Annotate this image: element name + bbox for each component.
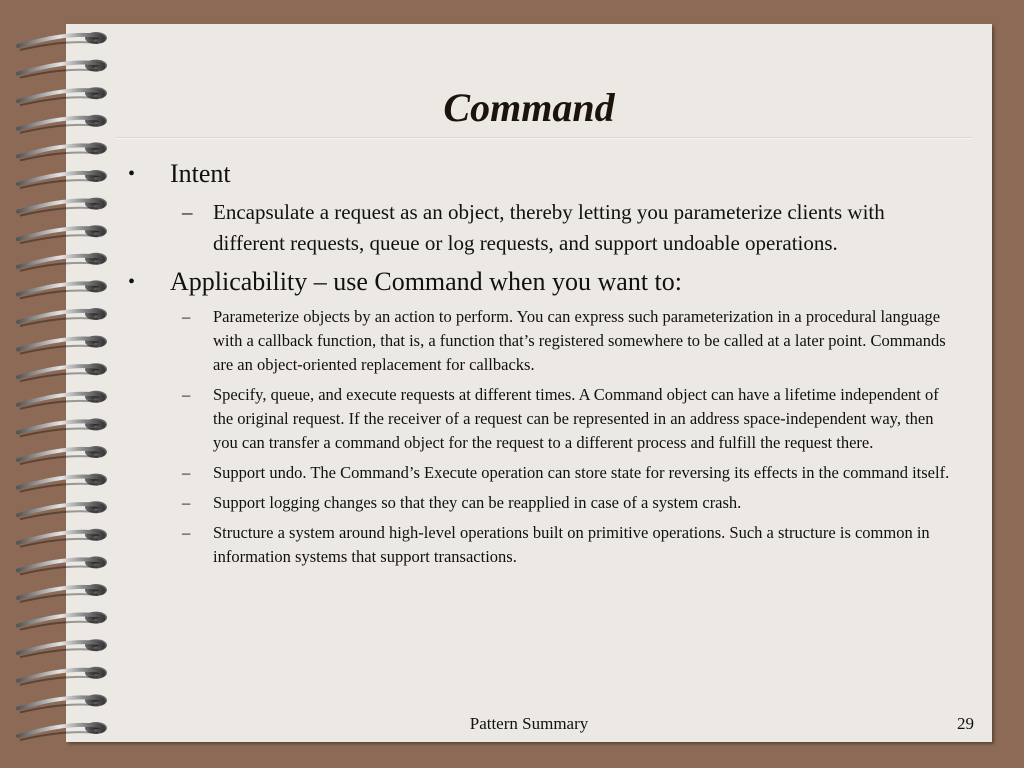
slide-content [126, 159, 966, 575]
intent-description [126, 197, 966, 259]
dash-mark: – [182, 493, 191, 512]
dash-mark: – [182, 523, 191, 542]
bullet-mark: • [128, 163, 136, 185]
applicability-item [126, 383, 966, 455]
sub-text: Encapsulate a request as an object, thereby letting you parameterize clients with different requests, queue or log requests, and support undoable operations. [213, 200, 885, 255]
applicability-item [126, 491, 966, 515]
slide-page [66, 24, 992, 742]
spiral-binding-icon [0, 0, 120, 768]
sub-text: Parameterize objects by an action to perform. You can express such parameterization in a procedural language with a callback function, that is, a function that’s registered somewhere to be called at a later point. Commands are an object-oriented replacement for callbacks. [213, 307, 946, 374]
bullet-mark: • [128, 271, 136, 293]
applicability-item [126, 461, 966, 485]
slide-footer: Pattern Summary [469, 714, 589, 733]
dash-mark: – [182, 200, 193, 224]
dash-mark: – [182, 307, 191, 326]
dash-mark: – [182, 463, 191, 482]
bullet-text: Intent [170, 159, 231, 188]
sub-text: Specify, queue, and execute requests at different times. A Command object can have a lifetime independent of the original request. If the receiver of a request can be represented in an address space-independent way, then you can transfer a command object for the request to a different process and fulfill the request there. [213, 385, 939, 452]
title-divider [116, 137, 972, 139]
applicability-item [126, 521, 966, 569]
sub-text: Structure a system around high-level operations built on primitive operations. Such a structure is common in information systems that support transactions. [213, 523, 930, 566]
slide-title: Command [443, 85, 615, 130]
page-number: 29 [957, 714, 974, 733]
sub-text: Support undo. The Command’s Execute operation can store state for reversing its effects in the command itself. [213, 463, 950, 482]
bullet-intent [126, 159, 966, 189]
sub-text: Support logging changes so that they can be reapplied in case of a system crash. [213, 493, 742, 512]
bullet-text: Applicability – use Command when you want to: [170, 267, 682, 296]
applicability-item [126, 305, 966, 377]
bullet-applicability [126, 267, 966, 297]
dash-mark: – [182, 385, 191, 404]
